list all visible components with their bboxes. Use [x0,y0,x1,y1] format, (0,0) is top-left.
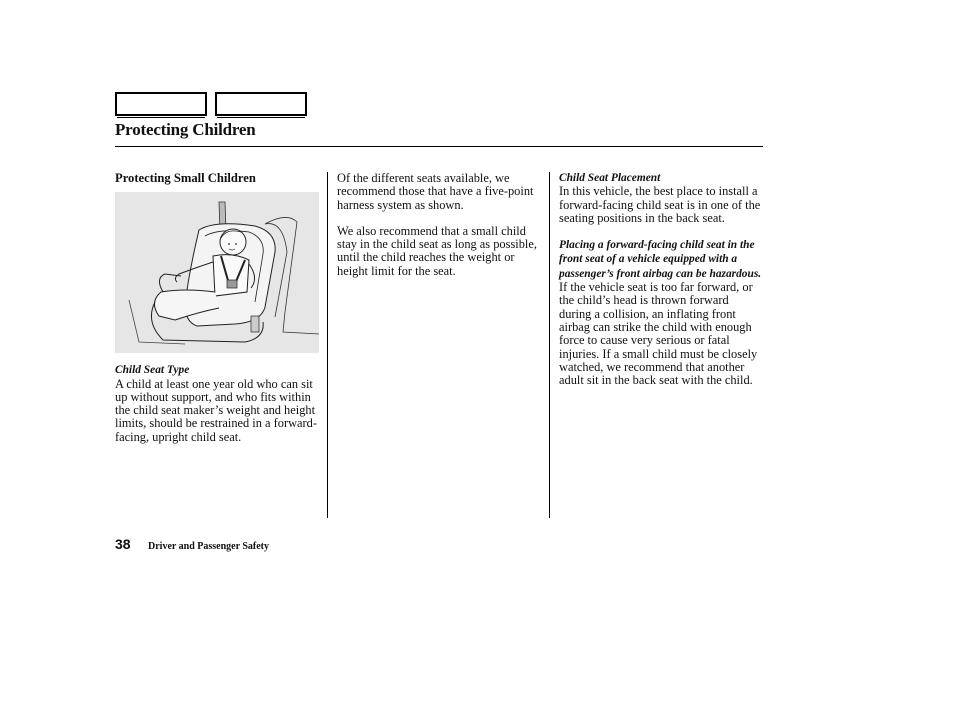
footer-section-label: Driver and Passenger Safety [148,541,270,552]
header-tab-1 [115,92,207,116]
column-divider-1 [327,172,328,518]
column-2 [337,172,541,291]
child-seat-illustration [115,192,319,353]
section-heading: Protecting Small Children [115,171,256,185]
paragraph: We also recommend that a small child stay in the child seat as long as possible, until the child reaches the weight or height limit for the seat. [337,223,537,278]
subhead-child-seat-type: Child Seat Type [115,364,190,377]
page-title: Protecting Children [115,120,256,139]
subhead-child-seat-placement: Child Seat Placement [559,172,661,184]
paragraph: In this vehicle, the best place to install a forward-facing child seat is in one of the seating positions in the back seat. [559,184,761,225]
warning-emphasis: Placing a forward-facing child seat in the front seat of a vehicle equipped with a passenger’s front airbag can be hazardous. [559,239,762,280]
page-number: 38 [115,536,131,552]
warning-text: If the vehicle seat is too far forward, or the child’s head is thrown forward during a collision, an inflating front airbag can strike the child with enough force to cause very serious or fatal injuries. If a small child must be closely watched, we recommend that another adult sit in the back seat with the child. [559,280,758,388]
child-in-forward-facing-seat-icon [115,192,319,353]
title-divider [115,146,763,147]
paragraph: Of the different seats available, we recommend those that have a five-point harness system as shown. [337,171,534,212]
column-3 [559,172,763,400]
column-1 [115,172,319,457]
header-tab-2 [215,92,307,116]
column-divider-2 [549,172,550,518]
paragraph: A child at least one year old who can sit up without support, and who fits within the child seat maker’s weight and height limits, should be restrained in a forward-facing, upright child seat. [115,376,317,444]
warning-paragraph [559,238,763,387]
